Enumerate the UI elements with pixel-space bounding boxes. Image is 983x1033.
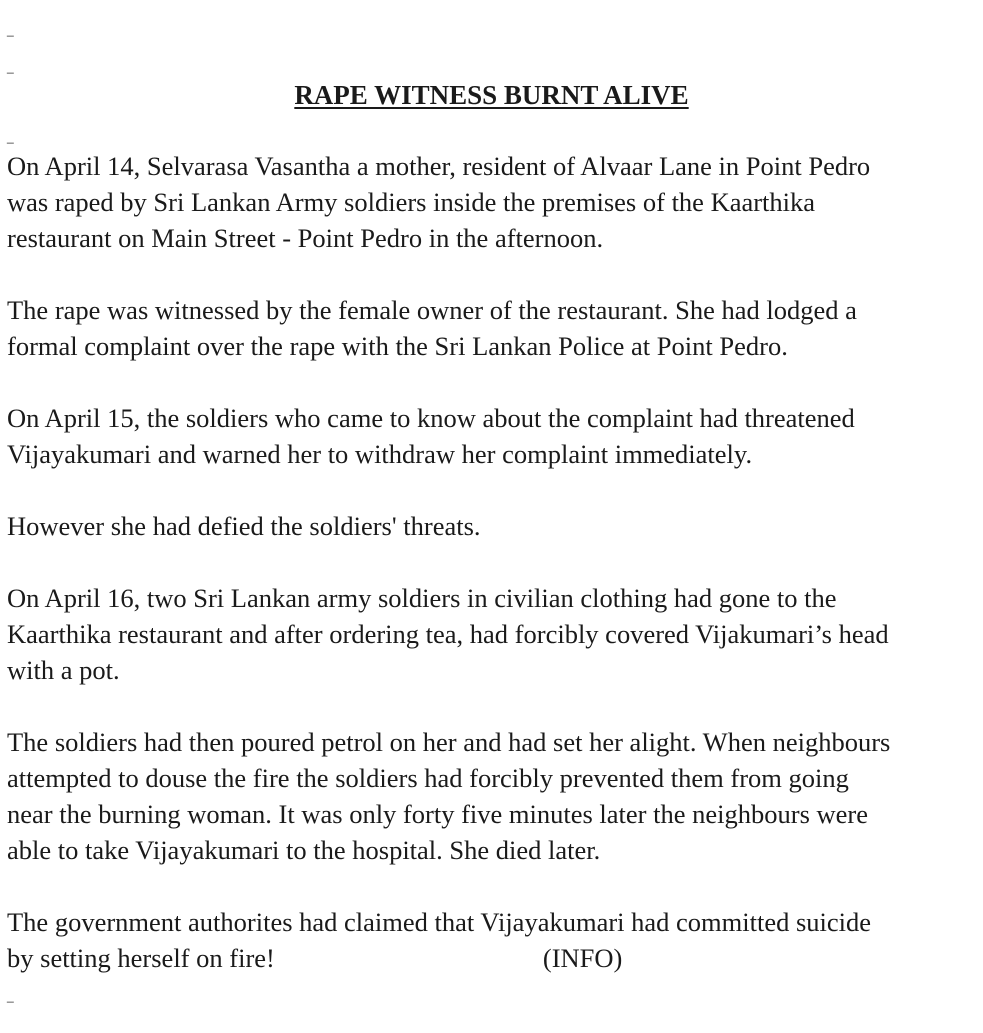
- article-body: [7, 148, 977, 1012]
- text-line: formal complaint over the rape with the Sri Lankan Police at Point Pedro.: [7, 331, 788, 361]
- text-line: On April 15, the soldiers who came to know about the complaint had threatened: [7, 403, 855, 433]
- margin-mark: _: [7, 130, 14, 144]
- margin-mark: _: [7, 60, 14, 74]
- margin-mark: _: [7, 23, 14, 37]
- text-line: The soldiers had then poured petrol on her and had set her alight. When neighbours: [7, 727, 891, 757]
- paragraph-4: [7, 508, 977, 544]
- text-line: On April 14, Selvarasa Vasantha a mother, resident of Alvaar Lane in Point Pedro: [7, 151, 871, 181]
- article-title: RAPE WITNESS BURNT ALIVE: [294, 80, 689, 110]
- text-line: Vijayakumari and warned her to withdraw her complaint immediately.: [7, 439, 753, 469]
- text-line: attempted to douse the fire the soldiers had forcibly prevented them from going: [7, 763, 849, 793]
- text-line: by setting herself on fire!: [7, 943, 275, 973]
- text-line: Kaarthika restaurant and after ordering tea, had forcibly covered Vijakumari’s head: [7, 619, 889, 649]
- text-line: However she had defied the soldiers' threats.: [7, 511, 481, 541]
- text-line: restaurant on Main Street - Point Pedro in the afternoon.: [7, 223, 604, 253]
- margin-mark: _: [7, 989, 14, 1003]
- text-line: able to take Vijayakumari to the hospital. She died later.: [7, 835, 601, 865]
- text-line: The government authorites had claimed that Vijayakumari had committed suicide: [7, 907, 872, 937]
- paragraph-5: [7, 580, 977, 688]
- paragraph-6: [7, 724, 977, 868]
- text-line: with a pot.: [7, 655, 120, 685]
- paragraph-3: [7, 400, 977, 472]
- text-line: near the burning woman. It was only forty five minutes later the neighbours were: [7, 799, 869, 829]
- paragraph-1: [7, 148, 977, 256]
- text-line-with-source: [7, 940, 977, 976]
- text-line: was raped by Sri Lankan Army soldiers inside the premises of the Kaarthika: [7, 187, 816, 217]
- paragraph-7: [7, 904, 977, 976]
- paragraph-2: [7, 292, 977, 364]
- text-line: On April 16, two Sri Lankan army soldiers in civilian clothing had gone to the: [7, 583, 837, 613]
- text-line: The rape was witnessed by the female owner of the restaurant. She had lodged a: [7, 295, 857, 325]
- source-credit: (INFO): [542, 943, 623, 973]
